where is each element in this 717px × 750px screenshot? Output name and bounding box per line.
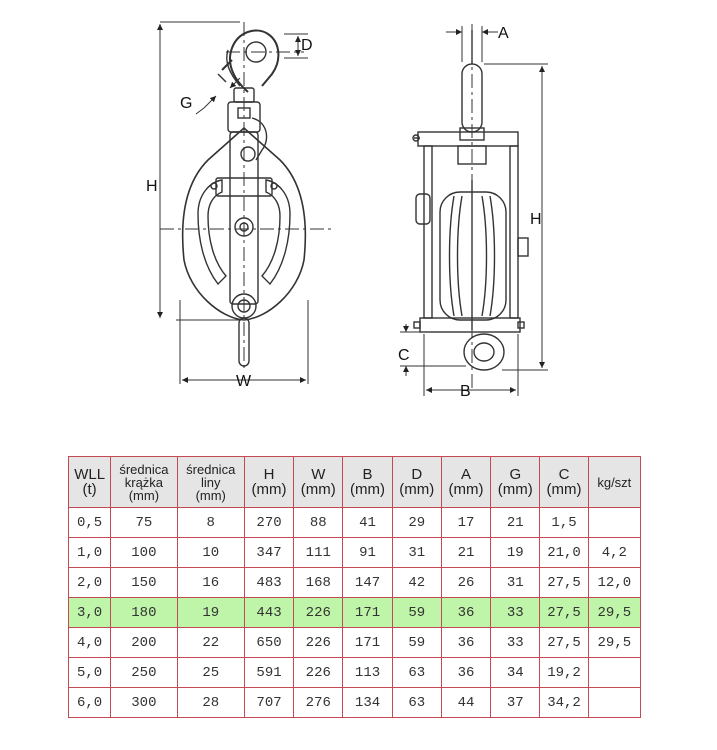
label-h-left: H (146, 178, 158, 195)
label-c: C (398, 347, 410, 364)
table-row (69, 538, 641, 568)
cell-c: 27,5 (540, 598, 588, 628)
col-header-w: W (mm) (294, 457, 343, 508)
cell-w: 168 (294, 568, 343, 598)
cell-rope-diameter: 16 (177, 568, 244, 598)
cell-h: 483 (244, 568, 293, 598)
cell-g: 33 (491, 598, 540, 628)
col-header-g: G (mm) (491, 457, 540, 508)
cell-sheave-diameter: 150 (111, 568, 177, 598)
table-row (69, 598, 641, 628)
spec-table (68, 456, 641, 718)
cell-d: 31 (392, 538, 441, 568)
cell-g: 33 (491, 628, 540, 658)
cell-a: 36 (441, 658, 490, 688)
table-row (69, 658, 641, 688)
cell-sheave-diameter: 180 (111, 598, 177, 628)
table-row (69, 628, 641, 658)
table-row (69, 508, 641, 538)
cell-rope-diameter: 28 (177, 688, 244, 718)
cell-rope-diameter: 22 (177, 628, 244, 658)
cell-g: 21 (491, 508, 540, 538)
cell-h: 591 (244, 658, 293, 688)
cell-h: 650 (244, 628, 293, 658)
cell-b: 134 (343, 688, 392, 718)
cell-weight (588, 658, 640, 688)
cell-w: 111 (294, 538, 343, 568)
col-header-weight: kg/szt (588, 457, 640, 508)
table-row (69, 688, 641, 718)
table-row (69, 568, 641, 598)
cell-rope-diameter: 19 (177, 598, 244, 628)
cell-wll: 1,0 (69, 538, 111, 568)
header-row (69, 457, 641, 508)
cell-c: 1,5 (540, 508, 588, 538)
cell-sheave-diameter: 300 (111, 688, 177, 718)
cell-sheave-diameter: 75 (111, 508, 177, 538)
cell-wll: 6,0 (69, 688, 111, 718)
cell-h: 270 (244, 508, 293, 538)
cell-g: 34 (491, 658, 540, 688)
cell-g: 31 (491, 568, 540, 598)
col-header-wll: WLL (t) (69, 457, 111, 508)
label-g: G (180, 95, 193, 112)
cell-c: 27,5 (540, 628, 588, 658)
cell-weight: 4,2 (588, 538, 640, 568)
label-h-right: H (530, 211, 542, 228)
cell-rope-diameter: 25 (177, 658, 244, 688)
cell-b: 91 (343, 538, 392, 568)
cell-g: 37 (491, 688, 540, 718)
col-header-h: H (mm) (244, 457, 293, 508)
cell-b: 41 (343, 508, 392, 538)
cell-sheave-diameter: 200 (111, 628, 177, 658)
cell-b: 113 (343, 658, 392, 688)
cell-a: 44 (441, 688, 490, 718)
cell-weight (588, 688, 640, 718)
cell-wll: 3,0 (69, 598, 111, 628)
side-view (413, 30, 528, 370)
cell-w: 226 (294, 598, 343, 628)
cell-d: 59 (392, 628, 441, 658)
cell-a: 21 (441, 538, 490, 568)
cell-sheave-diameter: 100 (111, 538, 177, 568)
cell-d: 63 (392, 688, 441, 718)
cell-b: 171 (343, 598, 392, 628)
cell-weight: 29,5 (588, 598, 640, 628)
col-header-a: A (mm) (441, 457, 490, 508)
cell-wll: 2,0 (69, 568, 111, 598)
cell-sheave-diameter: 250 (111, 658, 177, 688)
cell-a: 36 (441, 598, 490, 628)
cell-w: 88 (294, 508, 343, 538)
cell-weight (588, 508, 640, 538)
cell-rope-diameter: 10 (177, 538, 244, 568)
cell-weight: 12,0 (588, 568, 640, 598)
cell-h: 443 (244, 598, 293, 628)
col-header-d: D (mm) (392, 457, 441, 508)
cell-w: 226 (294, 628, 343, 658)
cell-h: 707 (244, 688, 293, 718)
cell-a: 17 (441, 508, 490, 538)
col-header-sheave-diameter: średnica krążka (mm) (111, 457, 177, 508)
col-header-b: B (mm) (343, 457, 392, 508)
cell-weight: 29,5 (588, 628, 640, 658)
cell-w: 226 (294, 658, 343, 688)
cell-c: 34,2 (540, 688, 588, 718)
cell-h: 347 (244, 538, 293, 568)
cell-wll: 0,5 (69, 508, 111, 538)
cell-d: 42 (392, 568, 441, 598)
cell-rope-diameter: 8 (177, 508, 244, 538)
label-b: B (460, 383, 471, 400)
cell-w: 276 (294, 688, 343, 718)
cell-c: 27,5 (540, 568, 588, 598)
cell-b: 147 (343, 568, 392, 598)
cell-c: 19,2 (540, 658, 588, 688)
cell-a: 36 (441, 628, 490, 658)
label-a: A (498, 25, 509, 42)
cell-c: 21,0 (540, 538, 588, 568)
cell-b: 171 (343, 628, 392, 658)
col-header-rope-diameter: średnica liny (mm) (177, 457, 244, 508)
cell-wll: 5,0 (69, 658, 111, 688)
cell-wll: 4,0 (69, 628, 111, 658)
cell-d: 63 (392, 658, 441, 688)
cell-a: 26 (441, 568, 490, 598)
label-w: W (236, 373, 252, 390)
col-header-c: C (mm) (540, 457, 588, 508)
label-d: D (301, 37, 313, 54)
cell-d: 29 (392, 508, 441, 538)
cell-d: 59 (392, 598, 441, 628)
cell-g: 19 (491, 538, 540, 568)
